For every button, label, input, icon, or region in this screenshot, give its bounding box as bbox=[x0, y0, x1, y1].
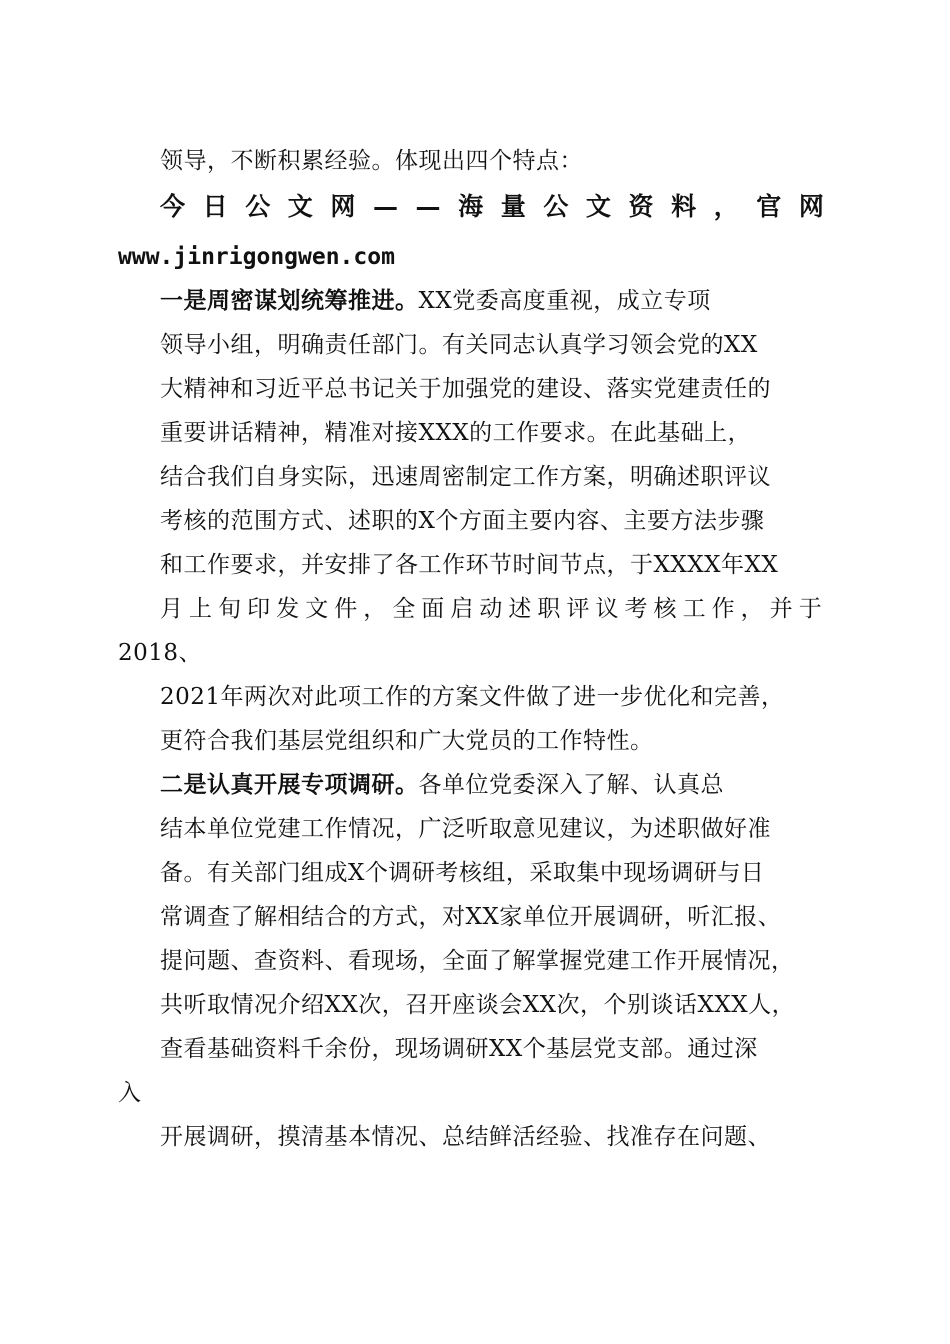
spread-char: 件 bbox=[334, 596, 358, 622]
ad-banner-char: 公 bbox=[543, 192, 569, 221]
section1-spread-line bbox=[160, 594, 822, 624]
spread-char: 于 bbox=[798, 596, 822, 622]
spread-char: 作 bbox=[711, 596, 735, 622]
ad-banner-char: 料 bbox=[671, 192, 697, 221]
section2-lead bbox=[160, 770, 724, 800]
section1-line: 和工作要求，并安排了各工作环节时间节点，于XXXX年XX bbox=[160, 552, 779, 578]
section1-heading: 一是周密谋划统筹推进。 bbox=[160, 287, 419, 314]
spread-char: 工 bbox=[682, 596, 706, 622]
ad-banner-char: 网 bbox=[330, 192, 356, 221]
intro-line: 领导，不断积累经验。体现出四个特点： bbox=[160, 148, 583, 174]
ad-banner-char: 量 bbox=[500, 192, 526, 221]
section1-wrap-line: 2018、 bbox=[118, 640, 203, 666]
spread-char: ， bbox=[363, 596, 387, 622]
section2-line: 备。有关部门组成X个调研考核组，采取集中现场调研与日 bbox=[160, 860, 765, 886]
section2-wrap-line: 入 bbox=[118, 1080, 142, 1106]
spread-char: 面 bbox=[421, 596, 445, 622]
section2-line: 结本单位党建工作情况，广泛听取意见建议，为述职做好准 bbox=[160, 816, 771, 842]
section2-line: 开展调研，摸清基本情况、总结鲜活经验、找准存在问题、 bbox=[160, 1124, 771, 1150]
section1-line: 结合我们自身实际，迅速周密制定工作方案，明确述职评议 bbox=[160, 464, 771, 490]
spread-char: 全 bbox=[392, 596, 416, 622]
section1-lead-rest: XX党委高度重视，成立专项 bbox=[418, 288, 711, 314]
ad-banner-char: ， bbox=[713, 192, 739, 221]
ad-banner-line bbox=[160, 191, 824, 223]
spread-char: 旬 bbox=[218, 596, 242, 622]
spread-char: 议 bbox=[595, 596, 619, 622]
ad-banner-char: 日 bbox=[202, 192, 228, 221]
spread-char: 发 bbox=[276, 596, 300, 622]
spread-char: 述 bbox=[508, 596, 532, 622]
section1-lead bbox=[160, 286, 711, 316]
spread-char: 考 bbox=[624, 596, 648, 622]
spread-char: 动 bbox=[479, 596, 503, 622]
section1-line: 考核的范围方式、述职的X个方面主要内容、主要方法步骤 bbox=[160, 508, 765, 534]
section1-line: 重要讲话精神，精准对接XXX的工作要求。在此基础上， bbox=[160, 420, 752, 446]
section2-heading: 二是认真开展专项调研。 bbox=[160, 771, 419, 798]
section2-line: 查看基础资料千余份，现场调研XX个基层党支部。通过深 bbox=[160, 1036, 758, 1062]
ad-banner-char: 文 bbox=[287, 192, 313, 221]
spread-char: 月 bbox=[160, 596, 183, 622]
ad-banner-char: 海 bbox=[458, 192, 484, 221]
spread-char: 并 bbox=[769, 596, 793, 622]
spread-char: 文 bbox=[305, 596, 329, 622]
spread-char: 职 bbox=[537, 596, 561, 622]
ad-banner-char: 网 bbox=[798, 192, 824, 221]
ad-banner-char: — bbox=[415, 192, 441, 221]
section2-lead-rest: 各单位党委深入了解、认真总 bbox=[418, 772, 724, 798]
spread-char: 评 bbox=[566, 596, 590, 622]
ad-banner-char: 今 bbox=[160, 192, 186, 221]
spread-char: 启 bbox=[450, 596, 474, 622]
spread-char: 核 bbox=[653, 596, 677, 622]
section2-line: 提问题、查资料、看现场，全面了解掌握党建工作开展情况， bbox=[160, 948, 795, 974]
ad-banner-char: 官 bbox=[756, 192, 782, 221]
spread-char: 印 bbox=[247, 596, 271, 622]
spread-char: 上 bbox=[189, 596, 213, 622]
ad-banner-char: 资 bbox=[628, 192, 654, 221]
section1-line: 大精神和习近平总书记关于加强党的建设、落实党建责任的 bbox=[160, 376, 771, 402]
ad-banner-char: 文 bbox=[585, 192, 611, 221]
ad-banner-char: — bbox=[372, 192, 398, 221]
section1-line: 更符合我们基层党组织和广大党员的工作特性。 bbox=[160, 728, 654, 754]
section2-line: 常调查了解相结合的方式，对XX家单位开展调研，听汇报、 bbox=[160, 904, 782, 930]
section2-line: 共听取情况介绍XX次，召开座谈会XX次，个别谈话XXX人， bbox=[160, 992, 796, 1018]
section1-line: 2021年两次对此项工作的方案文件做了进一步优化和完善， bbox=[160, 684, 785, 710]
spread-char: ， bbox=[740, 596, 764, 622]
section1-line: 领导小组，明确责任部门。有关同志认真学习领会党的XX bbox=[160, 332, 758, 358]
ad-banner-char: 公 bbox=[245, 192, 271, 221]
ad-url: www.jinrigongwen.com bbox=[118, 244, 395, 270]
